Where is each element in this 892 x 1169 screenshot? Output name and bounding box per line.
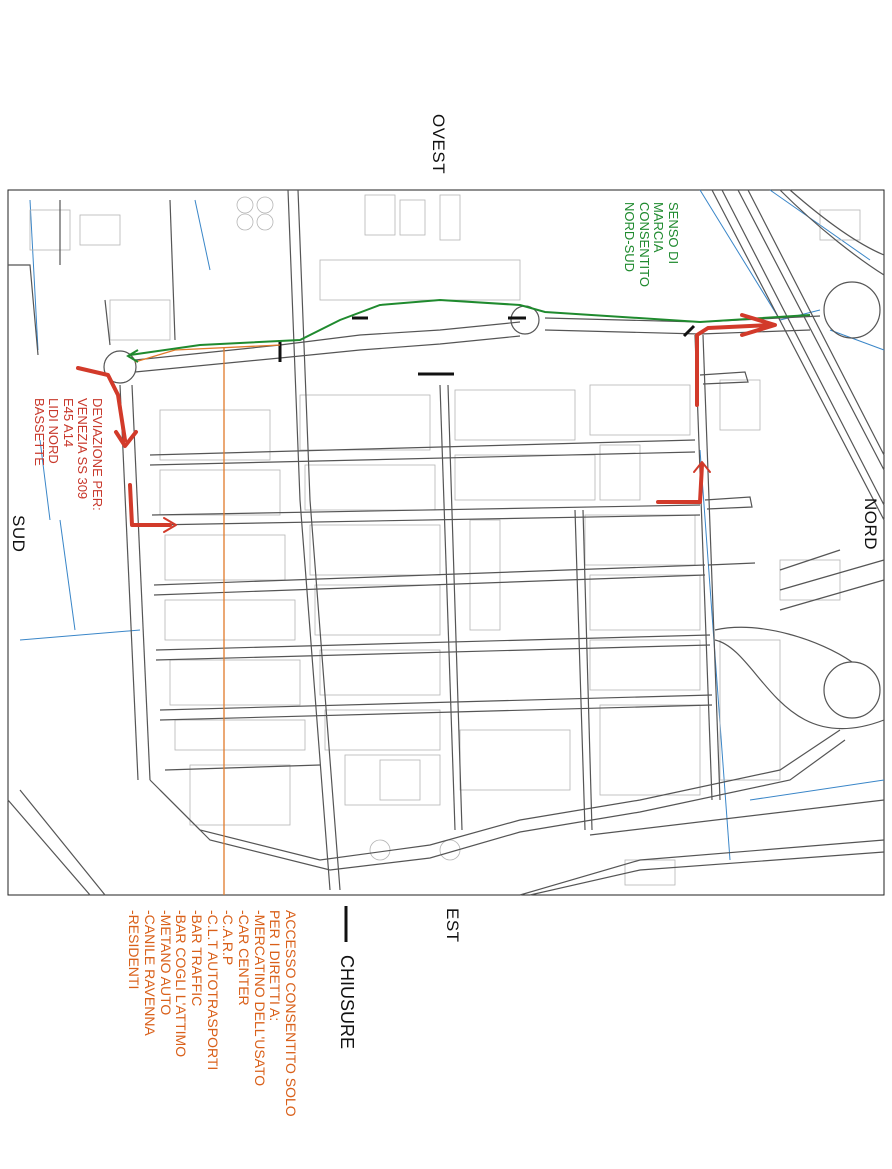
access-note-line: -BAR TRAFFIC bbox=[188, 910, 205, 1007]
access-note-line: -C.A.R.P bbox=[220, 910, 237, 966]
access-note-line: -RESIDENTI bbox=[126, 910, 143, 990]
detour-note-line: BASSETTE bbox=[31, 398, 47, 466]
detour-note-line: VENEZIA SS 309 bbox=[75, 398, 91, 500]
detour-note-line: DEVIAZIONE PER: bbox=[90, 398, 105, 511]
access-note-line: -METANO AUTO bbox=[157, 910, 174, 1016]
compass-label-bottom: EST bbox=[443, 908, 462, 943]
traffic-note-line: SENSO DI bbox=[666, 202, 681, 265]
access-note-line: -C.L.T AUTOTRASPORTI bbox=[204, 910, 221, 1071]
access-note-line: PER I DIRETTI A: bbox=[267, 910, 284, 1022]
compass-label-top: OVEST bbox=[429, 114, 448, 175]
detour-note-line: E45 A14 bbox=[60, 398, 76, 448]
compass-label-left: SUD bbox=[9, 515, 28, 553]
traffic-note-line: NORD-SUD bbox=[622, 202, 638, 273]
access-note-line: -CAR CENTER bbox=[235, 910, 252, 1006]
access-note-line: -MERCATINO DELL'USATO bbox=[251, 910, 268, 1087]
access-note-line: -CANILE RAVENNA bbox=[141, 910, 158, 1036]
compass-label-right: NORD bbox=[861, 498, 880, 551]
access-note bbox=[126, 910, 298, 1117]
access-note-line: -BAR COGLI L'ATTIMO bbox=[173, 910, 190, 1058]
traffic-note-line: MARCIA bbox=[651, 202, 667, 253]
detour-note-line: LIDI NORD bbox=[46, 398, 62, 464]
traffic-note-line: CONSENTITO bbox=[636, 202, 652, 287]
traffic-direction-note bbox=[622, 202, 680, 287]
detour-note bbox=[31, 398, 104, 511]
access-note-line: ACCESSO CONSENTITO SOLO bbox=[283, 910, 299, 1117]
legend-closure-label: CHIUSURE bbox=[337, 955, 357, 1050]
